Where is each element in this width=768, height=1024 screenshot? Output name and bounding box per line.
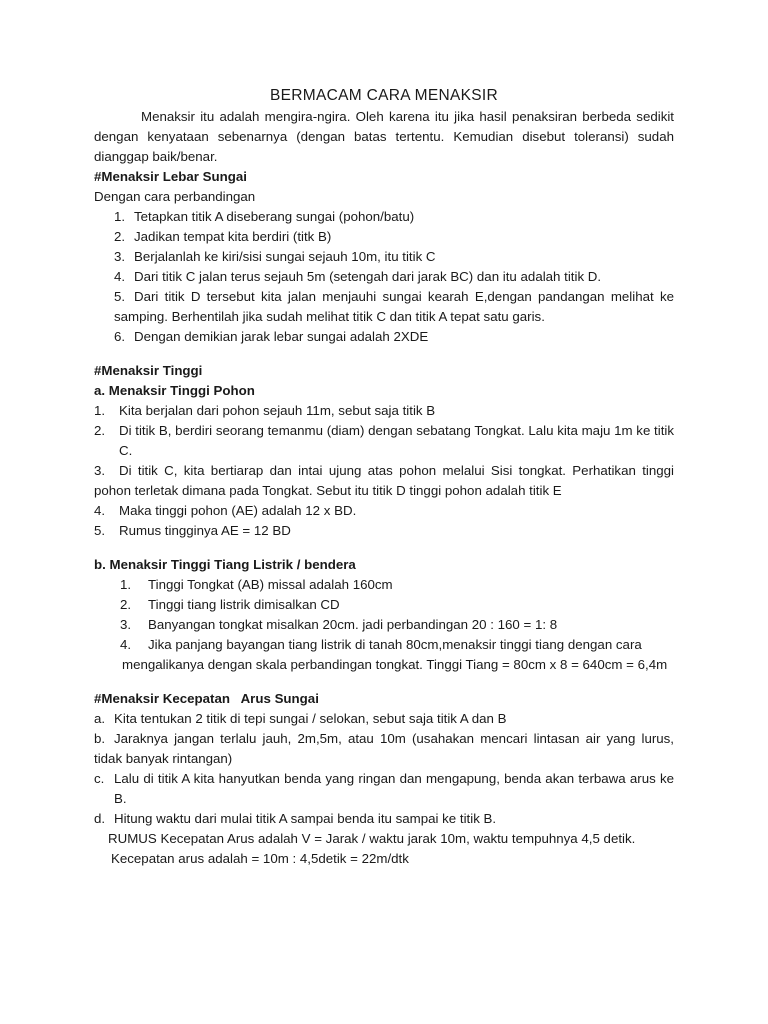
list-item [94, 809, 674, 829]
hasil-line: Kecepatan arus adalah = 10m : 4,5detik = 22m/dtk [111, 851, 409, 866]
list-number: 3. [120, 617, 132, 632]
list-number: d. [94, 811, 106, 826]
spacer [94, 347, 674, 361]
section-heading-tinggi: #Menaksir Tinggi [94, 363, 203, 378]
list-text: Berjalanlah ke kiri/sisi sungai sejauh 10m, itu titik C [134, 249, 436, 264]
tiang-continuation: mengalikanya dengan skala perbandingan tongkat. Tinggi Tiang = 80cm x 8 = 640cm = 6,4m [122, 657, 668, 672]
intro-paragraph: Menaksir itu adalah mengira-ngira. Oleh karena itu jika hasil penaksiran berbeda sedikit dengan kenyataan sebenarnya (dengan batas tertentu. Kemudian disebut toleransi) sudah dianggap baik/benar. [94, 109, 674, 164]
list-item [114, 327, 674, 347]
subsection-heading-pohon: a. Menaksir Tinggi Pohon [94, 383, 255, 398]
list-item [120, 635, 674, 655]
list-text: Dari titik C jalan terus sejauh 5m (setengah dari jarak BC) dan itu adalah titik D. [134, 269, 602, 284]
list-number: 3. [114, 249, 126, 264]
lebar-list [94, 207, 674, 347]
list-number: a. [94, 711, 106, 726]
list-text: Di titik C, kita bertiarap dan intai ujung atas pohon melalui Sisi tongkat. Perhatikan tinggi pohon terletak dimana pada Tongkat. Sebut itu titik D tinggi pohon adalah titik E [94, 463, 674, 498]
list-number: 4. [114, 269, 126, 284]
list-number: 4. [94, 503, 106, 518]
list-number: 1. [120, 577, 132, 592]
rumus-line: RUMUS Kecepatan Arus adalah V = Jarak / waktu jarak 10m, waktu tempuhnya 4,5 detik. [108, 831, 636, 846]
list-item [94, 769, 674, 809]
pohon-list [94, 401, 674, 541]
list-text: Lalu di titik A kita hanyutkan benda yang ringan dan mengapung, benda akan terbawa arus ke B. [114, 771, 674, 806]
list-item [94, 729, 674, 769]
list-text: Kita berjalan dari pohon sejauh 11m, sebut saja titik B [119, 403, 436, 418]
list-item [114, 287, 674, 327]
list-item [94, 521, 674, 541]
subsection-heading-tiang: b. Menaksir Tinggi Tiang Listrik / bendera [94, 557, 356, 572]
list-text: Rumus tingginya AE = 12 BD [119, 523, 291, 538]
lebar-subheading: Dengan cara perbandingan [94, 189, 256, 204]
list-item [94, 461, 674, 501]
list-number: 6. [114, 329, 126, 344]
list-text: Di titik B, berdiri seorang temanmu (diam) dengan sebatang Tongkat. Lalu kita maju 1m ke titik C. [119, 423, 674, 458]
list-number: c. [94, 771, 105, 786]
tiang-list [94, 575, 674, 655]
list-item [114, 227, 674, 247]
list-number: 1. [94, 403, 106, 418]
list-number: 5. [94, 523, 106, 538]
list-text: Kita tentukan 2 titik di tepi sungai / selokan, sebut saja titik A dan B [114, 711, 507, 726]
list-number: 2. [94, 423, 106, 438]
list-item [94, 421, 674, 461]
list-text: Jika panjang bayangan tiang listrik di tanah 80cm,menaksir tinggi tiang dengan cara [148, 637, 642, 652]
list-number: 2. [114, 229, 126, 244]
list-item [120, 575, 674, 595]
list-text: Maka tinggi pohon (AE) adalah 12 x BD. [119, 503, 357, 518]
spacer [94, 541, 674, 555]
section-heading-lebar: #Menaksir Lebar Sungai [94, 169, 247, 184]
kecepatan-list [94, 709, 674, 829]
list-item [94, 501, 674, 521]
list-text: Banyangan tongkat misalkan 20cm. jadi perbandingan 20 : 160 = 1: 8 [148, 617, 558, 632]
list-text: Jadikan tempat kita berdiri (titk B) [134, 229, 332, 244]
list-text: Tinggi Tongkat (AB) missal adalah 160cm [148, 577, 393, 592]
list-number: 1. [114, 209, 126, 224]
section-heading-kecepatan: #Menaksir Kecepatan Arus Sungai [94, 691, 319, 706]
list-item [114, 267, 674, 287]
list-number: 3. [94, 463, 106, 478]
list-item [114, 247, 674, 267]
list-item [94, 401, 674, 421]
list-number: 2. [120, 597, 132, 612]
list-number: 5. [114, 289, 126, 304]
list-item [114, 207, 674, 227]
list-text: Tetapkan titik A diseberang sungai (pohon/batu) [134, 209, 415, 224]
list-item [120, 595, 674, 615]
list-text: Dari titik D tersebut kita jalan menjauhi sungai kearah E,dengan pandangan melihat ke samping. Berhentilah jika sudah melihat titik C dan titik A tepat satu garis. [114, 289, 674, 324]
page-title: BERMACAM CARA MENAKSIR [270, 87, 498, 104]
list-text: Hitung waktu dari mulai titik A sampai benda itu sampai ke titik B. [114, 811, 497, 826]
list-item [94, 709, 674, 729]
list-text: Dengan demikian jarak lebar sungai adalah 2XDE [134, 329, 429, 344]
list-text: Jaraknya jangan terlalu jauh, 2m,5m, atau 10m (usahakan mencari lintasan air yang lurus, tidak banyak rintangan) [94, 731, 674, 766]
list-number: 4. [120, 637, 132, 652]
list-number: b. [94, 731, 106, 746]
list-item [120, 615, 674, 635]
list-text: Tinggi tiang listrik dimisalkan CD [148, 597, 340, 612]
spacer [94, 675, 674, 689]
